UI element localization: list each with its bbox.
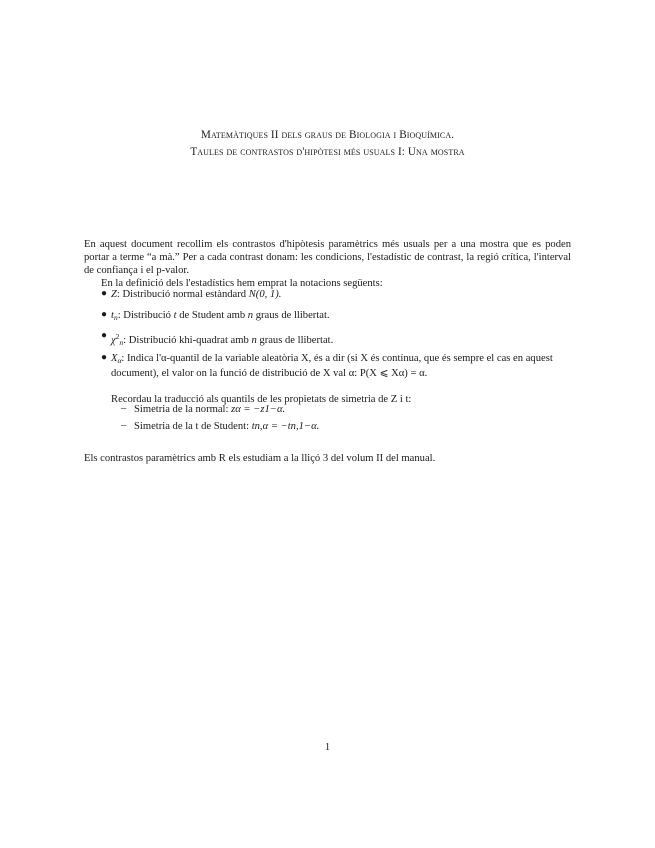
t-subscript: n [113, 313, 118, 322]
t-italic: t [173, 310, 177, 321]
page-number: 1 [324, 742, 331, 753]
bullet-icon: ● [101, 352, 108, 363]
t-formula: tn,α = −tn,1−α. [251, 421, 320, 432]
normal-label: Simetria de la normal: [134, 404, 232, 415]
list-item-student-t [111, 309, 571, 324]
bullet-icon: ● [101, 309, 108, 320]
document-title-line-1: Matemàtiques II dels graus de Biologia i Bioquímica. [200, 129, 455, 141]
bullet-icon: ● [101, 330, 108, 341]
symmetry-intro: Recordau la traducció als quantils de les propietats de simetria de Z i t: [111, 393, 412, 405]
list-item-chi-square [111, 330, 571, 349]
chi-n: n [251, 335, 257, 346]
t-text-c: graus de llibertat. [253, 310, 330, 321]
notation-intro: En la definició dels l'estadístics hem emprat la notacions següents: [101, 277, 383, 289]
z-symbol: Z [111, 289, 117, 300]
z-distribution: N(0, 1). [248, 289, 282, 300]
chi-symbol: χ [111, 335, 116, 346]
dash-icon: – [121, 403, 127, 414]
chi-text-b: graus de llibertat. [256, 335, 334, 346]
symmetry-normal [134, 403, 285, 416]
chi-superscript: 2 [115, 332, 120, 341]
z-text: : Distribució normal estàndard [116, 289, 249, 300]
symmetry-student-t [134, 420, 319, 433]
x-subscript: α [117, 356, 122, 365]
document-title-line-2: Taules de contrastos d'hipòtesi més usuals I: Una mostra [190, 146, 465, 158]
chi-subscript: n [119, 338, 124, 347]
list-item-normal [111, 288, 571, 301]
dash-icon: – [121, 420, 127, 431]
x-symbol: X [111, 353, 118, 364]
t-text-a: : Distribució [117, 310, 174, 321]
t-label: Simetria de la t de Student: [134, 421, 252, 432]
intro-paragraph: En aquest document recollim els contrastos d'hipòtesis paramètrics més usuals per a una mostra que es poden portar a terme “a mà.” Per a cada contrast donam: les condicions, l'estadístic de contrast, la regió crítica, l'interval de confiança i el p-valor. [84, 238, 571, 277]
x-text: : Indica l'α-quantil de la variable aleatòria X, és a dir (si X és contínua, que és sempre el cas en aquest document), el valor on la funció de distribució de X val α: P(X ⩽ Xα) = α. [111, 353, 553, 380]
closing-paragraph: Els contrastos paramètrics amb R els estudiam a la lliçó 3 del volum II del manual. [84, 452, 436, 464]
t-n: n [247, 310, 254, 321]
chi-text-a: : Distribució khi-quadrat amb [123, 335, 252, 346]
list-item-quantile [111, 352, 571, 381]
normal-formula: zα = −z1−α. [231, 404, 286, 415]
t-text-b: de Student amb [176, 310, 248, 321]
t-symbol: t [111, 310, 114, 321]
bullet-icon: ● [101, 288, 108, 299]
